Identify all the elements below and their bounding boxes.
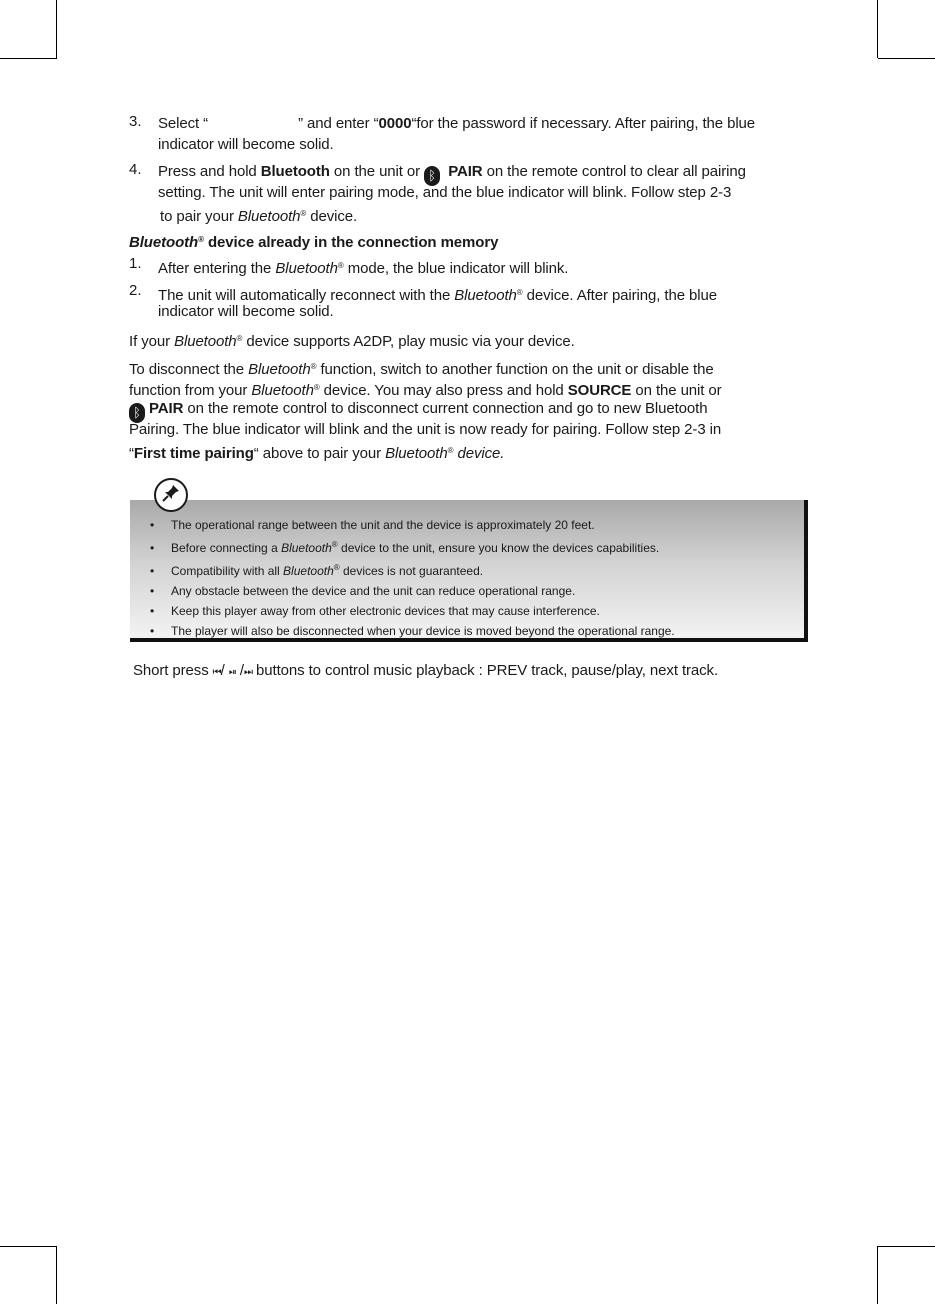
step-4-line-2: setting. The unit will enter pairing mode, and the blue indicator will blink. Follow step 2-3 <box>158 184 732 201</box>
crop-mark <box>0 58 57 59</box>
disconnect-line-2: function from your Bluetooth® device. You may also press and hold SOURCE on the unit or <box>129 382 722 399</box>
step-3-line-1: Select “ ” and enter “0000“for the password if necessary. After pairing, the blue <box>158 115 756 132</box>
crop-mark <box>56 1246 57 1304</box>
bluetooth-icon: ᛒ <box>424 166 440 186</box>
crop-mark <box>56 0 57 58</box>
memory-step-2-line-1: The unit will automatically reconnect with the Bluetooth® device. After pairing, the blue <box>158 287 717 304</box>
play-pause-icon: ⏯ <box>228 667 236 678</box>
step-number: 4. <box>129 161 142 178</box>
a2dp-paragraph: If your Bluetooth® device supports A2DP, play music via your device. <box>129 333 575 350</box>
memory-step-1: After entering the Bluetooth® mode, the blue indicator will blink. <box>158 260 569 277</box>
note-item: • The player will also be disconnected when your device is moved beyond the operational range. <box>150 624 675 638</box>
step-number: 3. <box>129 113 142 130</box>
pushpin-icon <box>154 478 188 512</box>
crop-mark <box>878 58 935 59</box>
note-item: • Any obstacle between the device and the unit can reduce operational range. <box>150 584 576 598</box>
disconnect-line-5: “First time pairing“ above to pair your Bluetooth® device. <box>129 445 505 462</box>
note-item: • Before connecting a Bluetooth® device to the unit, ensure you know the devices capabilities. <box>150 540 660 555</box>
crop-mark <box>878 1246 935 1247</box>
step-4-line-1: Press and hold Bluetooth on the unit or ᛒ PAIR on the remote control to clear all pairing <box>158 161 746 186</box>
step-3-line-2: indicator will become solid. <box>158 136 334 153</box>
note-box-top-edge <box>130 498 804 500</box>
disconnect-line-4: Pairing. The blue indicator will blink and the unit is now ready for pairing. Follow step 2-3 in <box>129 421 722 438</box>
playback-instructions: Short press ⏮/ ⏯ /⏭ buttons to control music playback : PREV track, pause/play, next track. <box>133 662 719 679</box>
crop-mark <box>877 0 878 58</box>
crop-mark <box>0 1246 57 1247</box>
previous-track-icon: ⏮ <box>212 667 221 678</box>
step-number: 2. <box>129 282 142 299</box>
crop-mark <box>877 1246 878 1304</box>
section-heading: Bluetooth® device already in the connection memory <box>129 234 499 251</box>
note-list <box>150 515 675 641</box>
next-track-icon: ⏭ <box>243 667 252 678</box>
step-number: 1. <box>129 255 142 272</box>
bluetooth-icon: ᛒ <box>129 403 145 423</box>
note-item: • Compatibility with all Bluetooth® devices is not guaranteed. <box>150 563 484 578</box>
note-item: • Keep this player away from other electronic devices that may cause interference. <box>150 604 600 618</box>
memory-step-2-line-2: indicator will become solid. <box>158 303 334 320</box>
disconnect-line-1: To disconnect the Bluetooth® function, switch to another function on the unit or disable the <box>129 361 714 378</box>
step-4-line-3: to pair your Bluetooth® device. <box>160 208 358 225</box>
note-item: • The operational range between the unit and the device is approximately 20 feet. <box>150 518 595 532</box>
disconnect-line-3: ᛒ PAIR on the remote control to disconnect current connection and go to new Bluetooth <box>129 398 707 423</box>
